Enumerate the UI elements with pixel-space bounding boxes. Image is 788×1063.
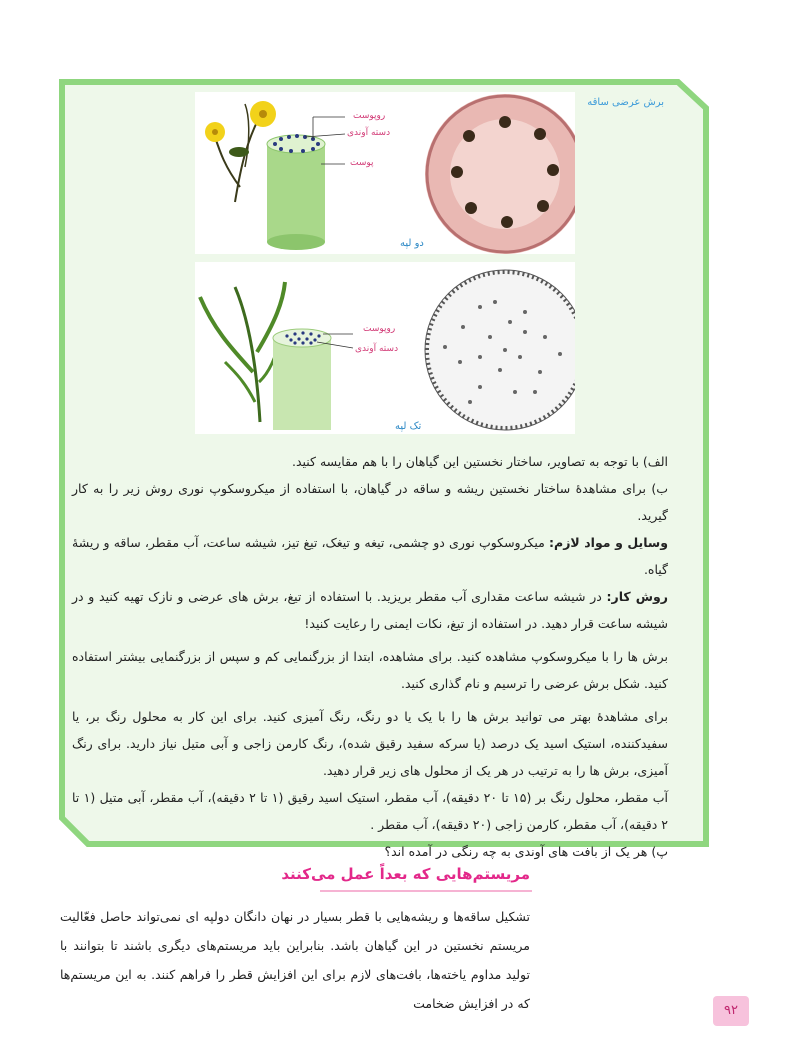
dicot-caption: دو لپه	[400, 238, 424, 249]
dicot-cross-section	[425, 94, 575, 254]
question-alef: الف) با توجه به تصاویر، ساختار نخستین این گیاهان را با هم مقایسه کنید.	[291, 454, 668, 469]
monocot-stem-cylinder	[273, 329, 331, 430]
materials-label: وسایل و مواد لازم:	[549, 535, 668, 550]
grass-plant	[200, 282, 285, 422]
paragraph-staining: برای مشاهدهٔ بهتر می توانید برش ها را با یک یا دو رنگ، رنگ آمیزی کنید. برای این کار به محلول رنگ بر، یا سفیدکننده، استیک اسید یک درصد (یا سرکه سفید رقیق شده)، رنگ کارمن زاجی و آبی متیل نیاز دارید. برای رنگ آمیزی، برش ها را به ترتیب در هر یک از محلول های زیر قرار دهید.	[72, 709, 668, 778]
label-epidermis: روپوست	[353, 111, 386, 121]
label-vascular-bundle-monocot: دسته آوندی	[355, 344, 399, 354]
monocot-caption: تک لپه	[395, 421, 422, 432]
section-title: مریستم‌هایی که بعداً عمل می‌کنند	[281, 865, 530, 883]
materials	[72, 529, 668, 583]
label-epidermis-monocot: روپوست	[363, 324, 396, 334]
section-title-underline	[320, 890, 532, 892]
dicot-figure	[195, 92, 575, 254]
paragraph-solutions: آب مقطر، محلول رنگ بر (۱۵ تا ۲۰ دقیقه)، آب مقطر، استیک اسید رقیق (۱ تا ۲ دقیقه)، آب مقطر، آبی متیل (۱ تا ۲ دقیقه)، آب مقطر، کارمن زاجی (۲۰ دقیقه)، آب مقطر .	[72, 790, 669, 832]
monocot-cross-section	[425, 270, 575, 430]
label-cortex: پوست	[350, 158, 374, 168]
monocot-figure	[195, 262, 575, 434]
method	[72, 583, 668, 637]
method-text: در شیشه ساعت مقداری آب مقطر بریزید. با استفاده از تیغ، برش های عرضی و نازک تهیه کنید و در شیشه ساعت قرار دهید. در استفاده از تیغ، نکات ایمنی را رعایت کنید!	[72, 589, 668, 631]
question-pe: پ) هر یک از بافت های آوندی به چه رنگی در آمده اند؟	[384, 844, 668, 859]
method-label: روش کار:	[606, 589, 668, 604]
activity-text	[72, 448, 668, 865]
buttercup-flowers	[205, 101, 276, 202]
figure-caption-top: برش عرضی ساقه	[587, 97, 664, 108]
dicot-stem-cylinder	[267, 134, 325, 250]
section-body: تشکیل ساقه‌ها و ریشه‌هایی با قطر بسیار در نهان دانگان دولپه ای نمی‌تواند حاصل فعّالیت مریستم نخستین در این گیاهان باشد. بنابراین باید مریستم‌های دیگری باشند تا بتوانند با تولید مداوم یاخته‌ها، بافت‌های لازم برای این افزایش قطر را فراهم کنند. به این مریستم‌ها که در افزایش ضخامت	[60, 909, 530, 1011]
paragraph-observe: برش ها را با میکروسکوپ مشاهده کنید. برای مشاهده، ابتدا از بزرگنمایی کم و سپس از بزرگنمایی بیشتر استفاده کنید. شکل برش عرضی را ترسیم و نام گذاری کنید.	[72, 649, 668, 691]
materials-text: میکروسکوپ نوری دو چشمی، تیغه و تیغک، تیغ تیز، شیشه ساعت، آب مقطر، ساقه و ریشهٔ گیاه.	[72, 535, 668, 577]
page-number: ۹۲	[713, 996, 749, 1026]
question-be: ب) برای مشاهدهٔ ساختار نخستین ریشه و ساقه در گیاهان، با استفاده از میکروسکوپ نوری روش زیر را به کار گیرید.	[72, 481, 668, 523]
label-vascular-bundle: دسته آوندی	[347, 128, 391, 138]
